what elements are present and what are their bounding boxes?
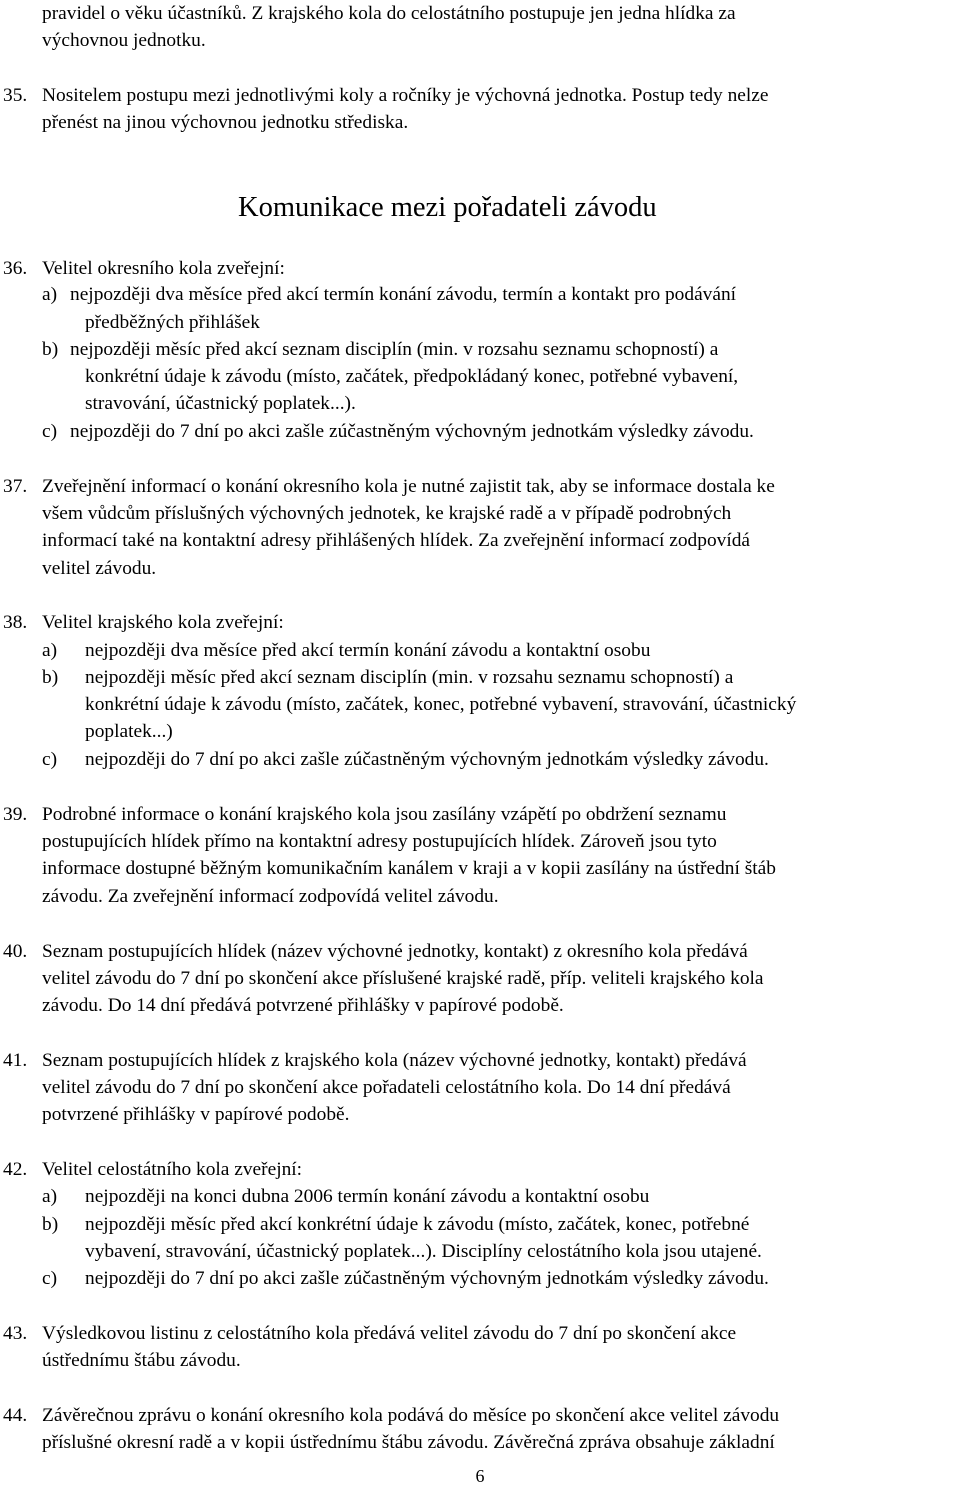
paragraph-36-number: 36. — [3, 258, 28, 279]
paragraph-41-line-3: potvrzené přihlášky v papírové podobě. — [42, 1104, 350, 1125]
paragraph-36-a-marker: a) — [42, 284, 58, 305]
paragraph-43-line-2: ústřednímu štábu závodu. — [42, 1350, 241, 1371]
paragraph-38-b-marker: b) — [42, 667, 59, 688]
paragraph-35-number: 35. — [3, 85, 28, 106]
page-number: 6 — [475, 1466, 485, 1486]
paragraph-42-b-line-2: vybavení, stravování, účastnický poplatek...). Disciplíny celostátního kola jsou utajené. — [85, 1241, 762, 1262]
paragraph-42-a-line-1: nejpozději na konci dubna 2006 termín konání závodu a kontaktní osobu — [85, 1186, 650, 1207]
paragraph-42-b-line-1: nejpozději měsíc před akcí konkrétní údaje k závodu (místo, začátek, konec, potřebné — [85, 1214, 750, 1235]
paragraph-36-intro: Velitel okresního kola zveřejní: — [42, 258, 285, 279]
paragraph-37-line-3: informací také na kontaktní adresy přihlášených hlídek. Za zveřejnění informací zodpovídá — [42, 530, 751, 551]
paragraph-39-line-2: postupujících hlídek přímo na kontaktní adresy postupujících hlídek. Zároveň jsou tyto — [42, 831, 717, 852]
paragraph-42-c-line-1: nejpozději do 7 dní po akci zašle zúčastněným výchovným jednotkám výsledky závodu. — [85, 1268, 769, 1289]
paragraph-43-number: 43. — [3, 1323, 28, 1344]
paragraph-40-number: 40. — [3, 941, 28, 962]
paragraph-42-c-marker: c) — [42, 1268, 58, 1289]
paragraph-43-line-1: Výsledkovou listinu z celostátního kola předává velitel závodu do 7 dní po skončení akce — [42, 1323, 737, 1344]
paragraph-37-line-4: velitel závodu. — [42, 558, 157, 579]
paragraph-36-c-line-1: nejpozději do 7 dní po akci zašle zúčastněným výchovným jednotkám výsledky závodu. — [70, 421, 754, 442]
paragraph-40-line-3: závodu. Do 14 dní předává potvrzené přihlášky v papírové podobě. — [42, 995, 564, 1016]
paragraph-36-c-marker: c) — [42, 421, 58, 442]
paragraph-39-number: 39. — [3, 804, 28, 825]
paragraph-38-number: 38. — [3, 612, 28, 633]
intro-line-2: výchovnou jednotku. — [42, 30, 206, 51]
paragraph-36-b-line-1: nejpozději měsíc před akcí seznam disciplín (min. v rozsahu seznamu schopností) a — [70, 339, 719, 360]
paragraph-35-line-1: Nositelem postupu mezi jednotlivými koly a ročníky je výchovná jednotka. Postup tedy nelze — [42, 85, 769, 106]
paragraph-38-a-marker: a) — [42, 640, 58, 661]
paragraph-38-c-line-1: nejpozději do 7 dní po akci zašle zúčastněným výchovným jednotkám výsledky závodu. — [85, 749, 769, 770]
paragraph-37-line-2: všem vůdcům příslušných výchovných jednotek, ke krajské radě a v případě podrobných — [42, 503, 732, 524]
paragraph-38-b-line-3: poplatek...) — [85, 721, 173, 742]
paragraph-36-b-line-3: stravování, účastnický poplatek...). — [85, 393, 356, 414]
paragraph-39-line-1: Podrobné informace o konání krajského kola jsou zasílány vzápětí po obdržení seznamu — [42, 804, 727, 825]
paragraph-42-intro: Velitel celostátního kola zveřejní: — [42, 1159, 303, 1180]
paragraph-38-b-line-2: konkrétní údaje k závodu (místo, začátek, konec, potřebné vybavení, stravování, účastnický — [85, 694, 797, 715]
paragraph-42-a-marker: a) — [42, 1186, 58, 1207]
paragraph-41-line-2: velitel závodu do 7 dní po skončení akce pořadateli celostátního kola. Do 14 dní předává — [42, 1077, 731, 1098]
paragraph-41-number: 41. — [3, 1050, 28, 1071]
paragraph-44-line-2: příslušné okresní radě a v kopii ústřednímu štábu závodu. Závěrečná zpráva obsahuje základní — [42, 1432, 775, 1453]
section-heading: Komunikace mezi pořadateli závodu — [238, 192, 657, 223]
paragraph-38-b-line-1: nejpozději měsíc před akcí seznam disciplín (min. v rozsahu seznamu schopností) a — [85, 667, 734, 688]
paragraph-38-c-marker: c) — [42, 749, 58, 770]
paragraph-42-number: 42. — [3, 1159, 28, 1180]
paragraph-42-b-marker: b) — [42, 1214, 59, 1235]
paragraph-38-a-line-1: nejpozději dva měsíce před akcí termín konání závodu a kontaktní osobu — [85, 640, 651, 661]
paragraph-36-a-line-1: nejpozději dva měsíce před akcí termín konání závodu, termín a kontakt pro podávání — [70, 284, 737, 305]
paragraph-36-b-line-2: konkrétní údaje k závodu (místo, začátek, předpokládaný konec, potřebné vybavení, — [85, 366, 739, 387]
intro-line-1: pravidel o věku účastníků. Z krajského kola do celostátního postupuje jen jedna hlídka za — [42, 3, 736, 24]
paragraph-40-line-2: velitel závodu do 7 dní po skončení akce příslušené krajské radě, příp. veliteli krajského kola — [42, 968, 764, 989]
paragraph-38-intro: Velitel krajského kola zveřejní: — [42, 612, 284, 633]
paragraph-41-line-1: Seznam postupujících hlídek z krajského kola (název výchovné jednotky, kontakt) předává — [42, 1050, 747, 1071]
paragraph-37-line-1: Zveřejnění informací o konání okresního kola je nutné zajistit tak, aby se informace dostala ke — [42, 476, 775, 497]
paragraph-37-number: 37. — [3, 476, 28, 497]
paragraph-44-line-1: Závěrečnou zprávu o konání okresního kola podává do měsíce po skončení akce velitel závodu — [42, 1405, 780, 1426]
paragraph-40-line-1: Seznam postupujících hlídek (název výchovné jednotky, kontakt) z okresního kola předává — [42, 941, 748, 962]
paragraph-44-number: 44. — [3, 1405, 28, 1426]
paragraph-39-line-4: závodu. Za zveřejnění informací zodpovídá velitel závodu. — [42, 886, 499, 907]
paragraph-39-line-3: informace dostupné běžným komunikačním kanálem v kraji a v kopii zasílány na ústřední štáb — [42, 858, 776, 879]
paragraph-36-a-line-2: předběžných přihlášek — [85, 312, 260, 333]
paragraph-35-line-2: přenést na jinou výchovnou jednotku střediska. — [42, 112, 409, 133]
paragraph-36-b-marker: b) — [42, 339, 59, 360]
